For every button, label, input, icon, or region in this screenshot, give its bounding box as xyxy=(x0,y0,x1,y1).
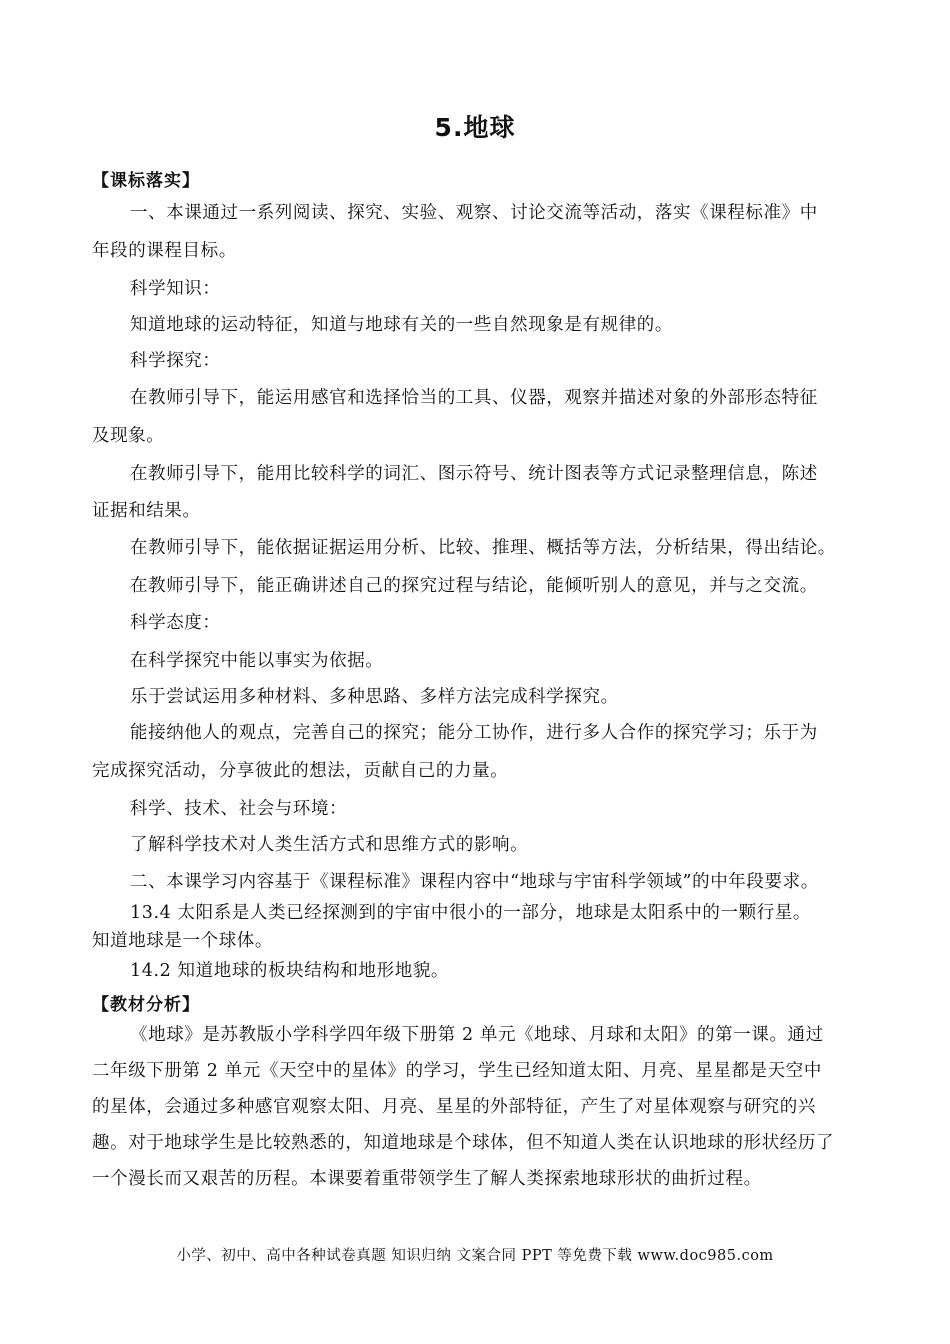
paragraph-line: 能接纳他人的观点，完善自己的探究；能分工协作，进行多人合作的探究学习；乐于为 xyxy=(130,723,818,743)
paragraph-line: 14.2 知道地球的板块结构和地形地貌。 xyxy=(130,961,450,981)
paragraph-line: 了解科学技术对人类生活方式和思维方式的影响。 xyxy=(130,835,529,855)
paragraph-line: 及现象。 xyxy=(92,426,165,446)
paragraph-line: 一个漫长而又艰苦的历程。本课要着重带领学生了解人类探索地球形状的曲折过程。 xyxy=(92,1169,762,1189)
page-title: 5.地球 xyxy=(434,113,516,142)
paragraph-line: 在教师引导下，能用比较科学的词汇、图示符号、统计图表等方式记录整理信息，陈述 xyxy=(130,464,818,484)
paragraph-line: 二、本课学习内容基于《课程标准》课程内容中“地球与宇宙科学领域”的中年段要求。 xyxy=(130,872,819,892)
paragraph-line: 知道地球是一个球体。 xyxy=(92,931,273,951)
paragraph-line: 趣。对于地球学生是比较熟悉的，知道地球是个球体，但不知道人类在认识地球的形状经历了 xyxy=(92,1133,835,1153)
paragraph-line: 知道地球的运动特征，知道与地球有关的一些自然现象是有规律的。 xyxy=(130,315,673,335)
paragraph-line: 在教师引导下，能运用感官和选择恰当的工具、仪器，观察并描述对象的外部形态特征 xyxy=(130,388,818,408)
paragraph-line: 证据和结果。 xyxy=(92,501,201,521)
paragraph-line: 在科学探究中能以事实为依据。 xyxy=(130,651,384,671)
paragraph-line: 乐于尝试运用多种材料、多种思路、多样方法完成科学探究。 xyxy=(130,687,619,707)
paragraph-line: 在教师引导下，能依据证据运用分析、比较、推理、概括等方法，分析结果，得出结论。 xyxy=(130,538,836,558)
page-footer: 小学、初中、高中各种试卷真题 知识归纳 文案合同 PPT 等免费下载 www.doc985.com xyxy=(176,1248,774,1264)
paragraph-line: 一、本课通过一系列阅读、探究、实验、观察、讨论交流等活动，落实《课程标准》中 xyxy=(130,203,818,223)
paragraph-line: 科学态度： xyxy=(130,613,221,633)
paragraph-line: 科学探究： xyxy=(130,351,221,371)
paragraph-line: 13.4 太阳系是人类已经探测到的宇宙中很小的一部分，地球是太阳系中的一颗行星。 xyxy=(130,903,812,923)
paragraph-line: 年段的课程目标。 xyxy=(92,241,237,261)
paragraph-line: 完成探究活动，分享彼此的想法，贡献自己的力量。 xyxy=(92,761,509,781)
paragraph-line: 《地球》是苏教版小学科学四年级下册第 2 单元《地球、月球和太阳》的第一课。通过 xyxy=(130,1025,824,1045)
paragraph-line: 科学知识： xyxy=(130,279,221,299)
section-heading-curriculum: 【课标落实】 xyxy=(92,171,200,191)
paragraph-line: 在教师引导下，能正确讲述自己的探究过程与结论，能倾听别人的意见，并与之交流。 xyxy=(130,576,818,596)
section-heading-textbook-analysis: 【教材分析】 xyxy=(92,995,200,1015)
paragraph-line: 二年级下册第 2 单元《天空中的星体》的学习，学生已经知道太阳、月亮、星星都是天空中 xyxy=(92,1061,822,1081)
paragraph-line: 科学、技术、社会与环境： xyxy=(130,799,348,819)
paragraph-line: 的星体，会通过多种感官观察太阳、月亮、星星的外部特征，产生了对星体观察与研究的兴 xyxy=(92,1097,816,1117)
